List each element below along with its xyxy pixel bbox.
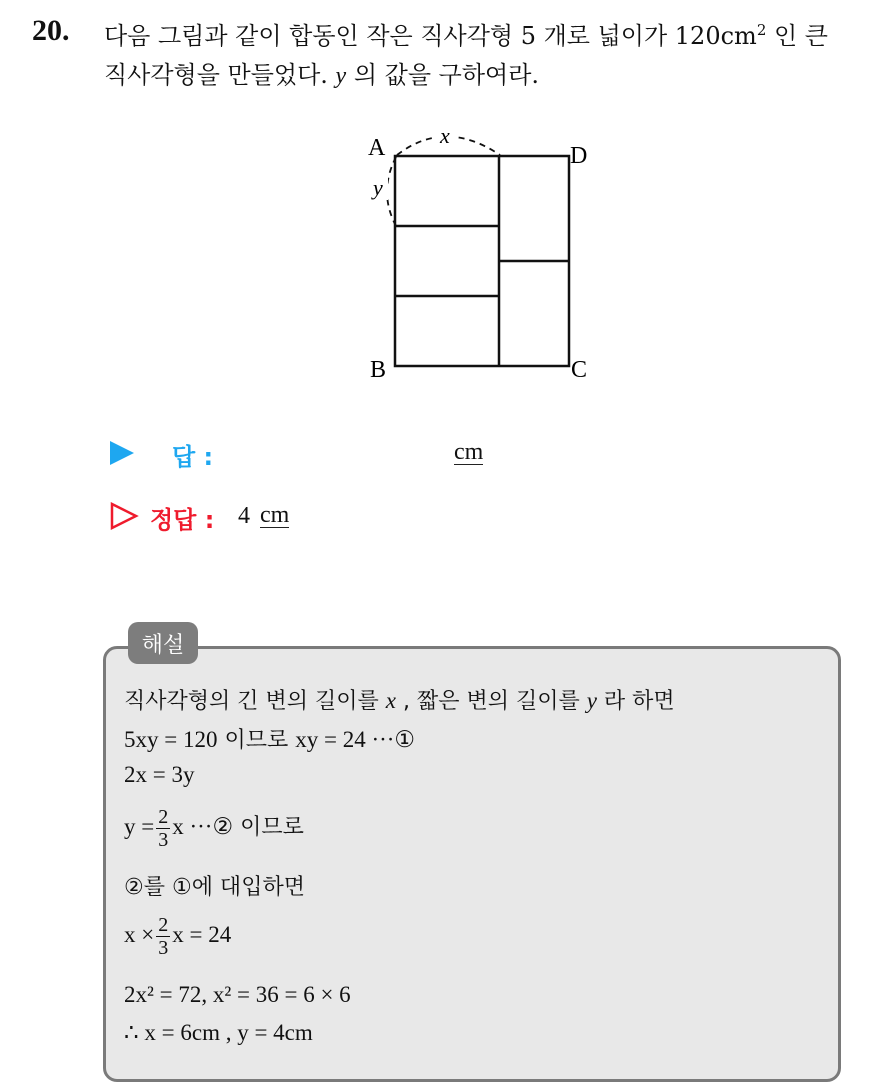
label-y: y [373, 175, 383, 200]
fraction-two-thirds-2: $\frac{2}{3}$ [158, 914, 169, 959]
label-b: B [370, 357, 387, 383]
solution-line-1: 직사각형의 긴 변의 길이를 x , 짧은 변의 길이를 y 라 하면 [124, 688, 675, 714]
answer-label: 답 : [172, 443, 214, 471]
fraction-two-thirds: $\frac{2}{3}$ [158, 806, 169, 851]
label-a: A [368, 135, 386, 161]
solution-line-2: 5xy = 120 이므로 xy = 24 ···① [124, 727, 416, 753]
label-d: D [570, 143, 588, 169]
question-number: 20. [32, 14, 70, 47]
rectangle-figure [0, 0, 884, 400]
correct-answer-value: 4 [238, 503, 250, 529]
question-text-line1: 다음 그림과 같이 합동인 작은 직사각형 5 개로 넓이가 $120cm^2$ 인 큰 [104, 21, 828, 50]
solution-line-6: x × $\frac{2}{3}$ x = 24 [124, 914, 232, 959]
correct-marker-icon [110, 502, 140, 530]
solution-line-4: y = $\frac{2}{3}$ x ···② 이므로 [124, 806, 304, 851]
correct-answer-label: 정답 : [150, 506, 215, 534]
solution-tab: 해설 [128, 622, 198, 664]
correct-answer-unit: cm [260, 502, 290, 528]
solution-line-5: ②를 ①에 대입하면 [124, 875, 305, 900]
answer-unit: cm [454, 439, 484, 465]
label-x: x [440, 123, 450, 148]
solution-line-8: ∴ x = 6cm , y = 4cm [124, 1020, 313, 1045]
label-c: C [571, 357, 588, 383]
solution-line-3: 2x = 3y [124, 762, 195, 787]
answer-marker-icon [110, 441, 134, 465]
question-text-line2: 직사각형을 만들었다. y 의 값을 구하여라. [104, 61, 540, 89]
solution-line-7: 2x² = 72, x² = 36 = 6 × 6 [124, 982, 351, 1007]
